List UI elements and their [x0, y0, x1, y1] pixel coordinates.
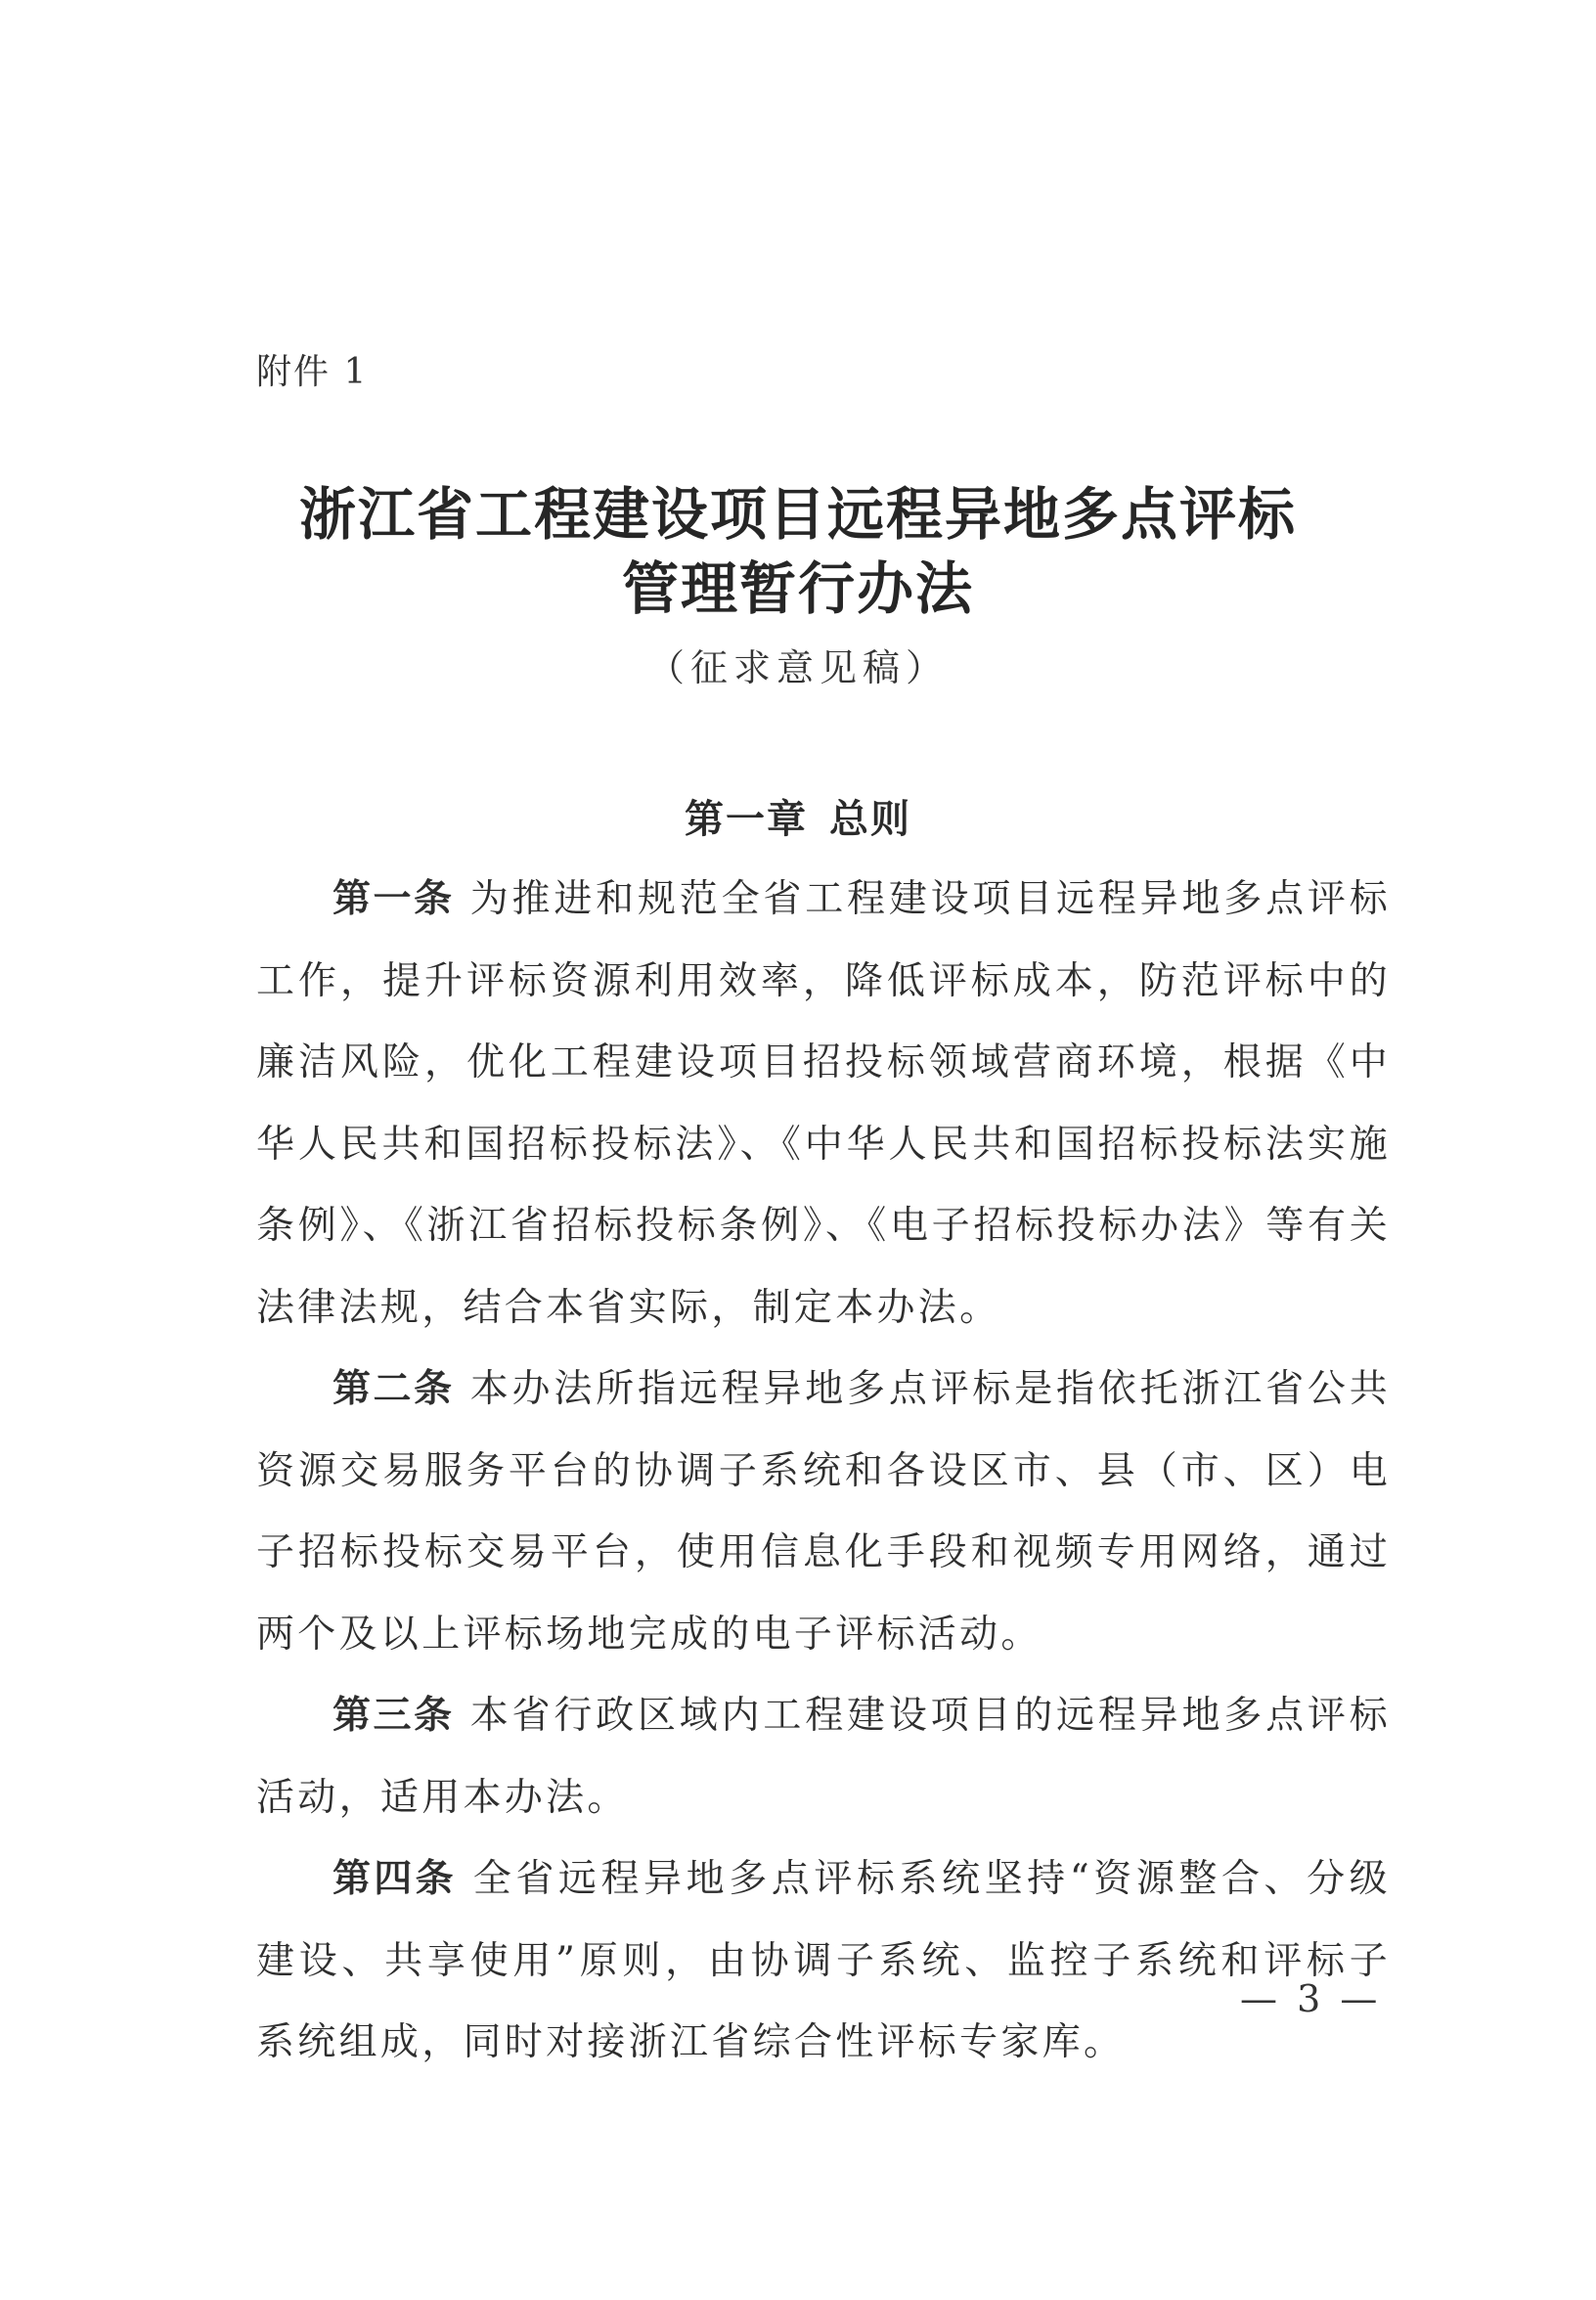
page-number-value: 3: [1297, 1977, 1325, 2020]
article-1-text: 为推进和规范全省工程建设项目远程异地多点评标工作，提升评标资源利用效率，降低评标成本，防范评标中的廉洁风险，优化工程建设项目招投标领域营商环境，根据《中华人民共和国招标投标法》、《中华人民共和国招标投标法实施条例》、《浙江省招标投标条例》、《电子招标投标办法》等有关法律法规，结合本省实际，制定本办法。: [256, 877, 1391, 1330]
article-4-title: 第四条: [332, 1857, 457, 1901]
page-number: [1240, 1977, 1381, 2020]
article-3-title: 第三条: [332, 1694, 455, 1738]
attachment-label: 附件 1: [256, 352, 369, 392]
article-4: [256, 1838, 1391, 2084]
article-2-text: 本办法所指远程异地多点评标是指依托浙江省公共资源交易服务平台的协调子系统和各设区市、县（市、区）电子招标投标交易平台，使用信息化手段和视频专用网络，通过两个及以上评标场地完成的电子评标活动。: [256, 1367, 1391, 1657]
document-subtitle: （征求意见稿）: [646, 646, 949, 689]
page-number-dash-right: —: [1340, 1977, 1382, 2020]
chapter-number: 第一章: [685, 797, 808, 842]
chapter-name: 总则: [829, 797, 911, 842]
chapter-heading: [0, 788, 1596, 844]
article-3-text: 本省行政区域内工程建设项目的远程异地多点评标活动，适用本办法。: [256, 1694, 1391, 1820]
article-4-text: 全省远程异地多点评标系统坚持“资源整合、分级建设、共享使用”原则，由协调子系统、监控子系统和评标子系统组成，同时对接浙江省综合性评标专家库。: [256, 1857, 1391, 2064]
document-title-line-1: 浙江省工程建设项目远程异地多点评标: [298, 481, 1297, 548]
page-number-dash-left: —: [1240, 1977, 1281, 2020]
article-1: [256, 859, 1391, 1349]
article-2-title: 第二条: [332, 1367, 455, 1411]
article-2: [256, 1349, 1391, 1675]
article-1-title: 第一条: [332, 877, 455, 921]
document-title-line-2: 管理暂行办法: [621, 555, 974, 622]
article-3: [256, 1675, 1391, 1838]
document-body: [256, 859, 1391, 2084]
